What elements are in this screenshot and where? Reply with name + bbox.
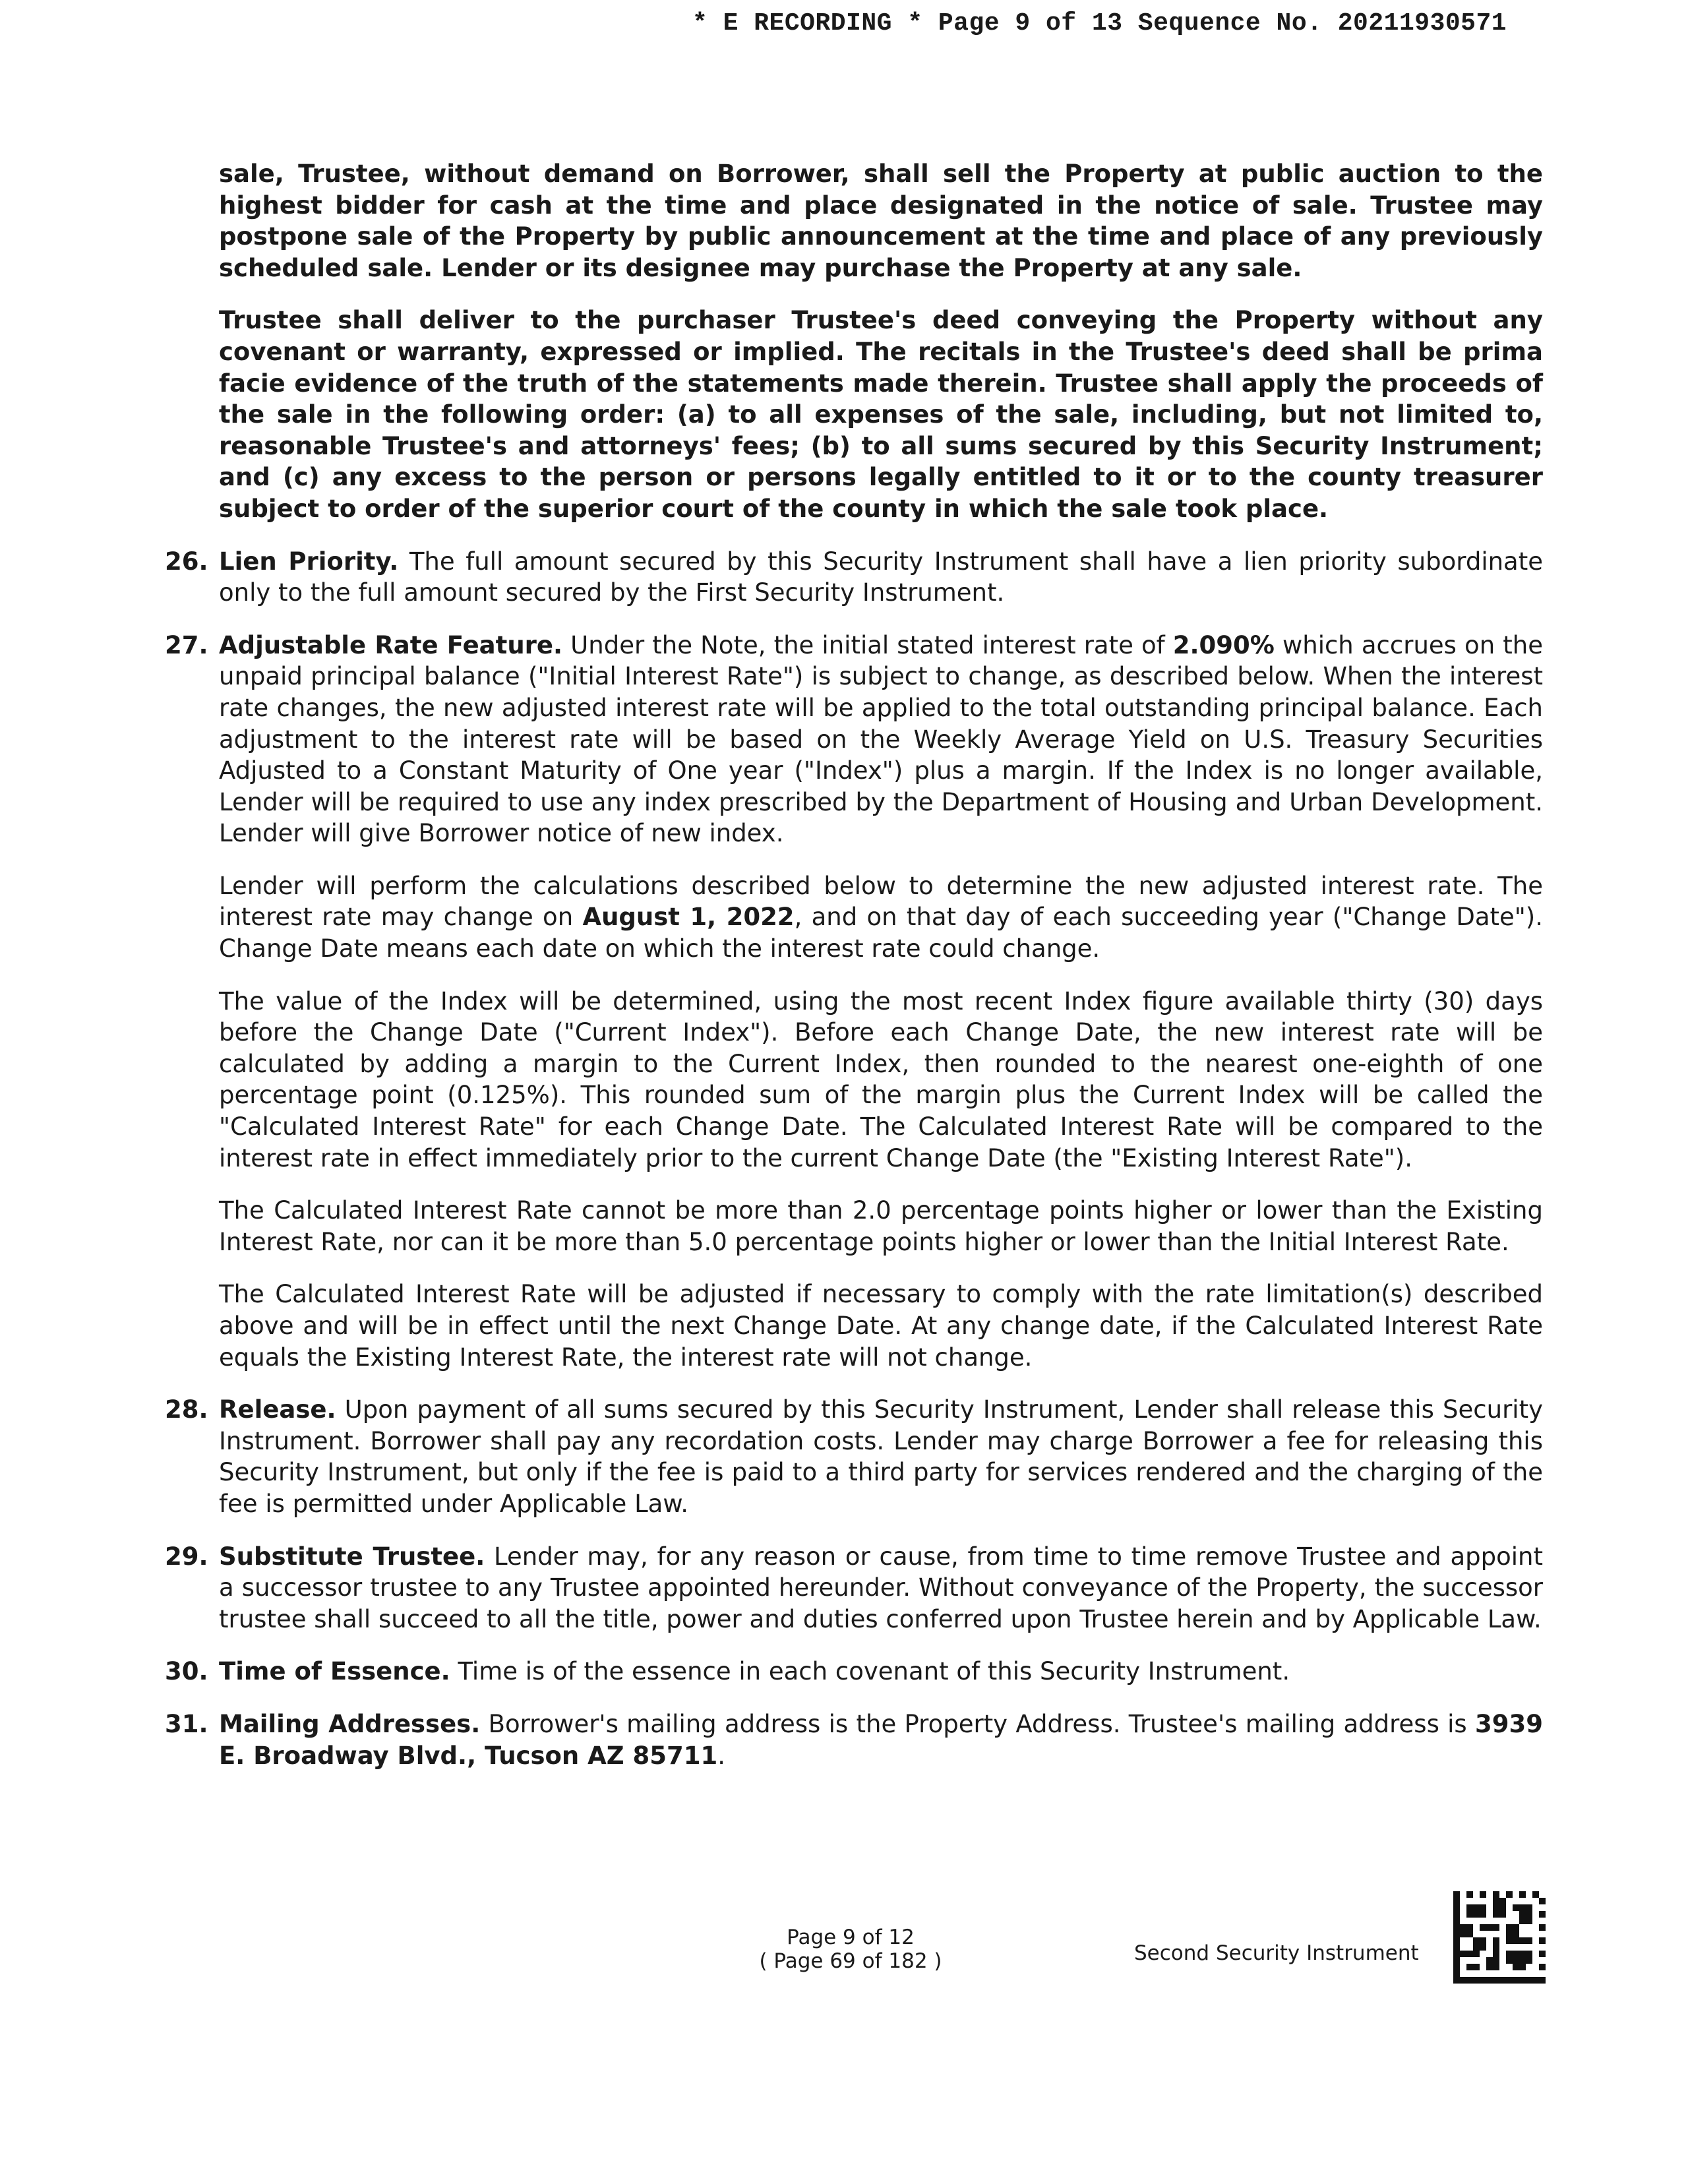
section-28-release	[165, 1394, 1543, 1519]
datamatrix-barcode-icon	[1453, 1891, 1546, 1984]
section-31-mailing-addresses	[165, 1709, 1543, 1771]
section-number: 29.	[165, 1542, 208, 1571]
rate-cap-paragraph: The Calculated Interest Rate cannot be more than 2.0 percentage points higher or lower than the Existing Interest Rate, nor can it be more than 5.0 percentage points higher or lower than the Initial Interest Rate.	[219, 1196, 1543, 1256]
section-title: Lien Priority.	[219, 547, 399, 576]
initial-rate: 2.090%	[1172, 630, 1275, 659]
change-date-paragraph	[219, 870, 1543, 965]
section-text-end: .	[717, 1741, 725, 1770]
section-number: 31.	[165, 1709, 208, 1738]
change-date-text: Lender will perform the calculations described below to determine the new adjusted interest rate. The interest rate may change on	[219, 871, 1543, 932]
section-text: Under the Note, the initial stated interest rate of	[562, 630, 1173, 659]
index-paragraph: The value of the Index will be determined, using the most recent Index figure available thirty (30) days before the Change Date ("Current Index"). Before each Change Date, the new interest rate will be calculated by adding a margin to the Current Index, then rounded to the nearest one-eighth of one percentage point (0.125%). This rounded sum of the margin plus the Current Index will be called the "Calculated Interest Rate" for each Change Date. The Calculated Interest Rate will be compared to the interest rate in effect immediately prior to the current Change Date (the "Existing Interest Rate").	[219, 986, 1543, 1172]
recording-header: * E RECORDING * Page 9 of 13 Sequence No. 20211930571	[692, 9, 1507, 38]
trustee-deed-paragraph: Trustee shall deliver to the purchaser Trustee's deed conveying the Property without any covenant or warranty, expressed or implied. The recitals in the Trustee's deed shall be prima facie evidence of the truth of the statements made therein. Trustee shall apply the proceeds of the sale in the following order: (a) to all expenses of the sale, including, but not limited to, reasonable Trustee's and attorneys' fees; (b) to all sums secured by this Security Instrument; and (c) any excess to the person or persons legally entitled to it or to the county treasurer subject to order of the superior court of the county in which the sale took place.	[219, 306, 1543, 523]
page-number	[712, 1926, 989, 1973]
document-title: Second Security Instrument	[1134, 1941, 1419, 1965]
page-of-section: Page 9 of 12	[787, 1926, 915, 1949]
trustee-address: 3939 E. Broadway Blvd., Tucson AZ 85711	[219, 1709, 1543, 1770]
section-text: Upon payment of all sums secured by this Security Instrument, Lender shall release this Security Instrument. Borrower shall pay any recordation costs. Lender may charge Borrower a fee for releasing this Security Instrument, but only if the fee is paid to a third party for services rendered and the charging of the fee is permitted under Applicable Law.	[219, 1395, 1543, 1518]
section-text: Time is of the essence in each covenant of this Security Instrument.	[450, 1657, 1290, 1686]
section-number: 30.	[165, 1657, 208, 1686]
section-title: Time of Essence.	[219, 1657, 450, 1686]
rate-adjust-paragraph: The Calculated Interest Rate will be adjusted if necessary to comply with the rate limitation(s) described above and will be in effect until the next Change Date. At any change date, if the Calculated Interest Rate equals the Existing Interest Rate, the interest rate will not change.	[219, 1280, 1543, 1372]
section-29-substitute-trustee	[165, 1541, 1543, 1635]
section-title: Adjustable Rate Feature.	[219, 630, 563, 659]
section-number: 28.	[165, 1395, 208, 1424]
page-of-total: ( Page 69 of 182 )	[759, 1949, 942, 1973]
section-title: Substitute Trustee.	[219, 1542, 485, 1571]
section-title: Release.	[219, 1395, 336, 1424]
section-27-adjustable-rate	[165, 630, 1543, 849]
sale-paragraph: sale, Trustee, without demand on Borrower, shall sell the Property at public auction to the highest bidder for cash at the time and place designated in the notice of sale. Trustee may postpone sale of the Property by public announcement at the time and place of any previously scheduled sale. Lender or its designee may purchase the Property at any sale.	[219, 160, 1543, 282]
document-body	[165, 158, 1543, 1792]
section-text: Borrower's mailing address is the Property Address. Trustee's mailing address is	[480, 1709, 1476, 1738]
section-number: 26.	[165, 547, 208, 576]
section-title: Mailing Addresses.	[219, 1709, 481, 1738]
section-26-lien-priority	[165, 546, 1543, 609]
section-text: The full amount secured by this Security Instrument shall have a lien priority subordinate only to the full amount secured by the First Security Instrument.	[219, 547, 1543, 607]
change-date-text-cont: , and on that day of each succeeding year ("Change Date"). Change Date means each date on which the interest rate could change.	[219, 903, 1543, 963]
section-text: Lender may, for any reason or cause, from time to time remove Trustee and appoint a successor trustee to any Trustee appointed hereunder. Without conveyance of the Property, the successor trustee shall succeed to all the title, power and duties conferred upon Trustee herein and by Applicable Law.	[219, 1542, 1543, 1633]
change-date-value: August 1, 2022	[582, 903, 795, 932]
section-number: 27.	[165, 630, 208, 659]
section-30-time-of-essence	[165, 1656, 1543, 1687]
section-text-cont: which accrues on the unpaid principal balance ("Initial Interest Rate") is subject to change, as described below. When the interest rate changes, the new adjusted interest rate will be applied to the total outstanding principal balance. Each adjustment to the interest rate will be based on the Weekly Average Yield on U.S. Treasury Securities Adjusted to a Constant Maturity of One year ("Index") plus a margin. If the Index is no longer available, Lender will be required to use any index prescribed by the Department of Housing and Urban Development. Lender will give Borrower notice of new index.	[219, 630, 1543, 848]
